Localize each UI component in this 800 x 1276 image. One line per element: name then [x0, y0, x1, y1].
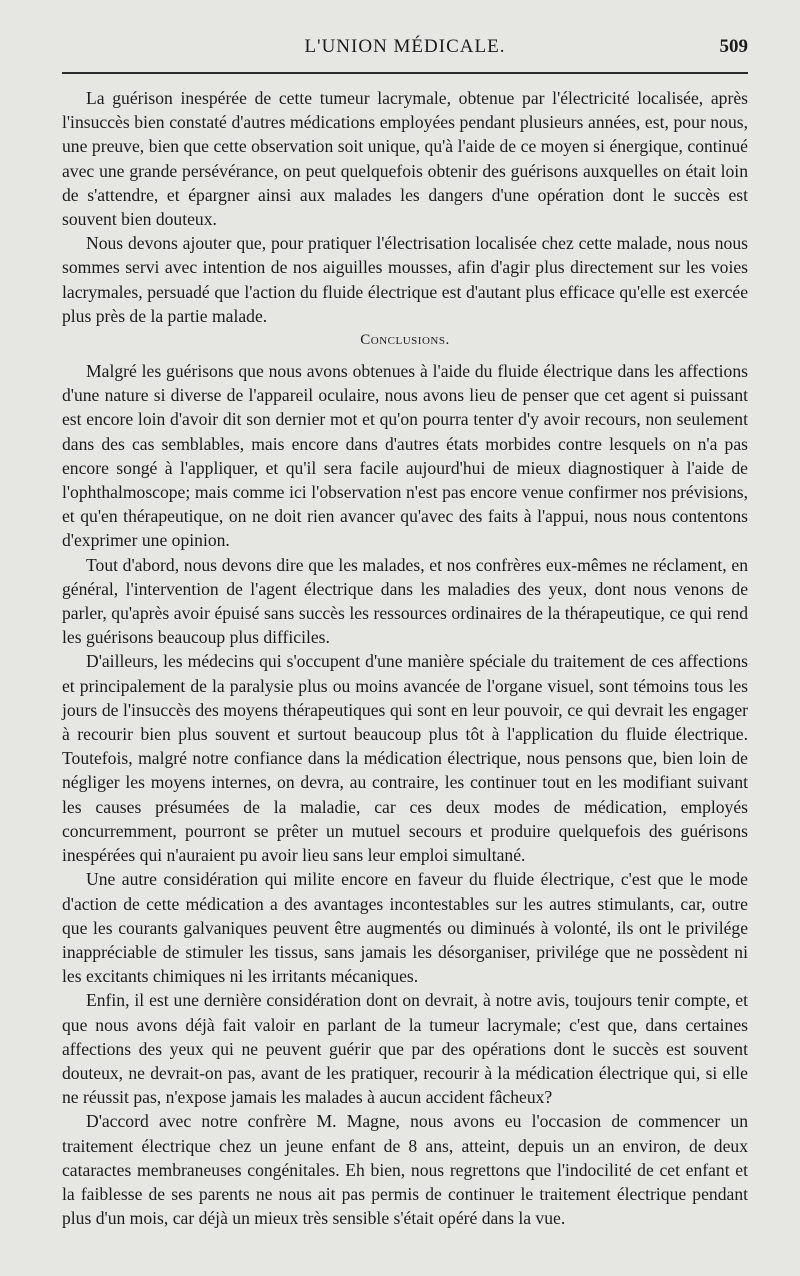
page-number: 509 — [719, 36, 748, 57]
paragraph: D'ailleurs, les médecins qui s'occupent d'une manière spéciale du traitement de ces affections et principalement de la paralysie plus ou moins avancée de l'organe visuel, sont témoins tous les jours de l'insuccès des moyens thérapeutiques qui sont en leur pouvoir, ce qui devrait les engager à recourir bien plus souvent et surtout beaucoup plus tôt à l'application du fluide électrique. Toutefois, malgré notre confiance dans la médication électrique, nous pensons que, bien loin de négliger les moyens internes, on devra, au contraire, les continuer tout en les modifiant suivant les causes présumées de la maladie, car ces deux modes de médication, employés concurremment, pourront se prêter un mutuel secours et produire quelquefois des guérisons inespérées qui n'auraient pu avoir lieu sans leur emploi simultané. — [62, 651, 748, 866]
page-header — [62, 0, 748, 72]
paragraph: La guérison inespérée de cette tumeur lacrymale, obtenue par l'électricité localisée, après l'insuccès bien constaté d'autres médications employées pendant plusieurs années, est, pour nous, une preuve, bien que cette observation soit unique, qu'à l'aide de ce moyen si énergique, continué avec une grande persévérance, on peut quelquefois obtenir des guérisons auxquelles on était loin de s'attendre, et épargner ainsi aux malades les dangers d'une opération dont le succès est souvent bien douteux. — [62, 88, 748, 230]
paragraph: Une autre considération qui milite encore en faveur du fluide électrique, c'est que le mode d'action de cette médication a des avantages incontestables sur les autres stimulants, car, outre que les courants galvaniques peuvent être augmentés ou diminués à volonté, ils ont le privilége inappréciable de stimuler les tissus, sans jamais les désorganiser, privilége que ne possèdent ni les excitants chimiques ni les irritants mécaniques. — [62, 869, 748, 987]
paragraph: Tout d'abord, nous devons dire que les malades, et nos confrères eux-mêmes ne réclament, en général, l'intervention de l'agent électrique dans les maladies des yeux, dont nous venons de parler, qu'après avoir épuisé sans succès les ressources ordinaires de la thérapeutique, ce qui rend les guérisons beaucoup plus difficiles. — [62, 554, 748, 648]
paragraph: Nous devons ajouter que, pour pratiquer l'électrisation localisée chez cette malade, nous nous sommes servi avec intention de nos aiguilles mousses, afin d'agir plus directement sur les voies lacrymales, persuadé que l'action du fluide électrique est d'autant plus efficace qu'elle est exercée plus près de la partie malade. — [62, 233, 748, 326]
paragraph: D'accord avec notre confrère M. Magne, nous avons eu l'occasion de commencer un traitement électrique chez un jeune enfant de 8 ans, atteint, depuis un an environ, de deux cataractes membraneuses congénitales. Eh bien, nous regrettons que l'indocilité de cet enfant et la faiblesse de ses parents ne nous ait pas permis de continuer le traitement électrique pendant plus d'un mois, car déjà un mieux très sensible s'était opéré dans la vue. — [62, 1111, 748, 1229]
paragraph: Malgré les guérisons que nous avons obtenues à l'aide du fluide électrique dans les affections d'une nature si diverse de l'appareil oculaire, nous avons lieu de penser que cet agent si puissant est encore loin d'avoir dit son dernier mot et qu'on pourra tenter d'y avoir recours, non seulement dans des cas semblables, mais encore dans d'autres états morbides contre lesquels on n'a pas encore songé à l'appliquer, et qu'il sera facile aujourd'hui de mieux diagnostiquer à l'aide de l'ophthalmoscope; mais comme ici l'observation n'est pas encore venue confirmer nos prévisions, et qu'en thérapeutique, on ne doit rien avancer qu'avec des faits à l'appui, nous nous contentons d'exprimer une opinion. — [62, 361, 748, 551]
paragraph: Enfin, il est une dernière considération dont on devrait, à notre avis, toujours tenir compte, et que nous avons déjà fait valoir en parlant de la tumeur lacrymale; c'est que, dans certaines affections des yeux qui ne peuvent guérir que par des opérations dont le succès est souvent douteux, ne devrait-on pas, avant de les pratiquer, recourir à la médication électrique qui, si elle ne réussit pas, n'expose jamais les malades à aucun accident fâcheux? — [62, 990, 748, 1108]
running-title: L'UNION MÉDICALE. — [304, 36, 506, 57]
header-rule — [62, 72, 748, 74]
page-body — [62, 72, 748, 1230]
section-heading: Conclusions. — [360, 332, 450, 349]
